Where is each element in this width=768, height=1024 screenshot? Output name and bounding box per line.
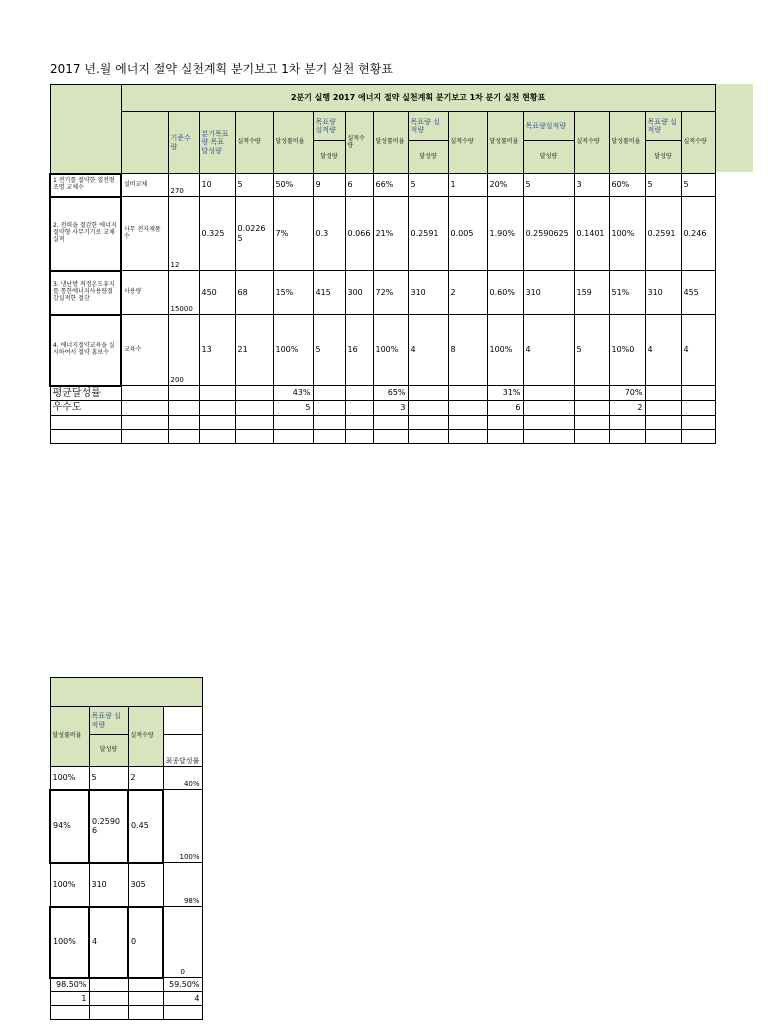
cell: 1 xyxy=(448,174,487,197)
t2-cell: 4 xyxy=(89,907,128,978)
document-title: 2017 년.월 에너지 절약 실천계획 분기보고 1차 분기 실천 현황표 xyxy=(50,62,393,76)
header-banner: 2분기 실행 2017 에너지 절약 실천계획 분기보고 1차 분기 실천 현황표 xyxy=(121,85,715,112)
header-extension xyxy=(713,84,753,172)
col-target-header: 분기목표량 목표 달성량 xyxy=(199,112,235,174)
cell: 100% xyxy=(373,315,408,386)
cell: 0.2591 xyxy=(645,197,681,271)
cell: 72% xyxy=(373,271,408,315)
summary-avg-q2: 65% xyxy=(373,386,408,401)
cell: 3 xyxy=(574,174,609,197)
summary-avg-label: 평균달성률 xyxy=(50,386,121,401)
cell: 0.3 xyxy=(313,197,345,271)
cell: 5 xyxy=(313,315,345,386)
col-g2-sub-header: 달성량 xyxy=(408,141,448,174)
cell: 0.02265 xyxy=(235,197,273,271)
cell: 1.90% xyxy=(487,197,523,271)
cell: 100% xyxy=(609,197,645,271)
t2-rank-row xyxy=(50,992,202,1006)
table-row xyxy=(50,863,202,907)
cell: 2 xyxy=(448,271,487,315)
secondary-table xyxy=(49,677,203,1020)
cell: 0.325 xyxy=(199,197,235,271)
t2-cell: 100% xyxy=(50,863,89,907)
cell: 15% xyxy=(273,271,313,315)
col-q3-actual-header: 실적수량 xyxy=(448,112,487,174)
cell: 10 xyxy=(199,174,235,197)
summary-avg-q3: 31% xyxy=(487,386,523,401)
row-item: 3. 냉난방 적정온도유지를 통한에너지사용량절감실적한 절감 xyxy=(50,271,121,315)
cell: 16 xyxy=(345,315,373,386)
cell: 5 xyxy=(235,174,273,197)
t2-top-header: 목표량 실적량 xyxy=(89,707,128,735)
t2-cell: 100% xyxy=(50,907,89,978)
table-row xyxy=(50,907,202,978)
cell: 9 xyxy=(313,174,345,197)
empty-row xyxy=(50,1006,202,1020)
cell: 20% xyxy=(487,174,523,197)
cell: 0.60% xyxy=(487,271,523,315)
cell: 310 xyxy=(645,271,681,315)
cell: 159 xyxy=(574,271,609,315)
table-row xyxy=(50,315,715,386)
main-table xyxy=(49,84,716,444)
cell: 5 xyxy=(408,174,448,197)
summary-rank-q2: 3 xyxy=(373,401,408,416)
col-q3-rate-header: 달성률비율 xyxy=(487,112,523,174)
col-g1-top-header: 목표량 실적량 xyxy=(313,112,345,141)
row-unit: 설비교체 xyxy=(121,174,168,197)
t2-sub-header: 달성량 xyxy=(89,735,128,767)
row-unit: 교육수 xyxy=(121,315,168,386)
t2-cell: 0.25906 xyxy=(89,790,128,863)
row-item: 4. 에너지절약교육을 실시하여서 절약 홍보수 xyxy=(50,315,121,386)
cell: 4 xyxy=(681,315,715,386)
table-row xyxy=(50,174,715,197)
summary-rank-q3: 6 xyxy=(487,401,523,416)
cell: 10%0 xyxy=(609,315,645,386)
row-base: 12 xyxy=(168,197,199,271)
cell: 0.1401 xyxy=(574,197,609,271)
t2-avg-d: 59.50% xyxy=(163,978,202,992)
summary-rank-label: 우수도 xyxy=(50,401,121,416)
summary-rank-q1: 5 xyxy=(273,401,313,416)
cell: 0.005 xyxy=(448,197,487,271)
t2-rank-d: 4 xyxy=(163,992,202,1006)
summary-avg-row xyxy=(50,386,715,401)
cell: 21% xyxy=(373,197,408,271)
col-g3-sub-header: 달성량 xyxy=(523,141,574,174)
cell: 50% xyxy=(273,174,313,197)
col-unit-header xyxy=(121,112,168,174)
cell: 5 xyxy=(574,315,609,386)
row-base: 200 xyxy=(168,315,199,386)
table-row xyxy=(50,197,715,271)
cell: 5 xyxy=(645,174,681,197)
t2-cell: 305 xyxy=(128,863,163,907)
t2-actual-header: 실적수량 xyxy=(128,707,163,767)
t2-cell: 100% xyxy=(50,767,89,790)
cell: 100% xyxy=(273,315,313,386)
row-base: 15000 xyxy=(168,271,199,315)
cell: 310 xyxy=(523,271,574,315)
t2-cell: 0 xyxy=(163,907,202,978)
t2-cell: 100% xyxy=(163,790,202,863)
header-blank xyxy=(50,85,121,174)
col-q4-rate-header: 달성률비율 xyxy=(609,112,645,174)
cell: 4 xyxy=(645,315,681,386)
t2-blank-header xyxy=(163,707,202,735)
t2-header-banner xyxy=(50,678,202,707)
cell: 21 xyxy=(235,315,273,386)
col-q2-rate-header: 달성률비율 xyxy=(373,112,408,174)
cell: 300 xyxy=(345,271,373,315)
t2-cell: 0.45 xyxy=(128,790,163,863)
col-base-header: 기준수량 xyxy=(168,112,199,174)
cell: 6 xyxy=(345,174,373,197)
table-row xyxy=(50,271,715,315)
cell: 8 xyxy=(448,315,487,386)
row-unit: 사무 전자제품수 xyxy=(121,197,168,271)
col-g4-sub-header: 달성량 xyxy=(645,141,681,174)
row-base: 270 xyxy=(168,174,199,197)
cell: 60% xyxy=(609,174,645,197)
t2-avg-row xyxy=(50,978,202,992)
cell: 100% xyxy=(487,315,523,386)
summary-rank-row xyxy=(50,401,715,416)
cell: 0.2590625 xyxy=(523,197,574,271)
summary-rank-q4: 2 xyxy=(609,401,645,416)
cell: 7% xyxy=(273,197,313,271)
col-q5-actual-header: 실적수량 xyxy=(681,112,715,174)
row-unit: 사용량 xyxy=(121,271,168,315)
t2-cell: 310 xyxy=(89,863,128,907)
cell: 66% xyxy=(373,174,408,197)
col-q4-actual-header: 실적수량 xyxy=(574,112,609,174)
cell: 310 xyxy=(408,271,448,315)
t2-cell: 2 xyxy=(128,767,163,790)
t2-final-header: 최종달성률 xyxy=(163,735,202,767)
col-rate-header: 달성률비율 xyxy=(273,112,313,174)
t2-cell: 40% xyxy=(163,767,202,790)
col-g2-top-header: 목표량 실적량 xyxy=(408,112,448,141)
table-row xyxy=(50,790,202,863)
col-actual-header: 실적수량 xyxy=(235,112,273,174)
cell: 450 xyxy=(199,271,235,315)
cell: 51% xyxy=(609,271,645,315)
t2-cell: 94% xyxy=(50,790,89,863)
t2-rate-header: 달성률비율 xyxy=(50,707,89,767)
table-row xyxy=(50,767,202,790)
cell: 415 xyxy=(313,271,345,315)
cell: 0.2591 xyxy=(408,197,448,271)
col-g1-sub-header: 달성량 xyxy=(313,141,345,174)
summary-avg-q4: 70% xyxy=(609,386,645,401)
cell: 4 xyxy=(523,315,574,386)
col-q2-actual-header: 실적수량 xyxy=(345,112,373,174)
empty-row xyxy=(50,429,715,443)
col-g4-top-header: 목표량 실적량 xyxy=(645,112,681,141)
row-item: 1 전기를 절약한 절전형조명 교체수 xyxy=(50,174,121,197)
cell: 0.246 xyxy=(681,197,715,271)
t2-cell: 0 xyxy=(128,907,163,978)
cell: 68 xyxy=(235,271,273,315)
cell: 5 xyxy=(523,174,574,197)
col-g3-top-header: 목표량실적량 xyxy=(523,112,574,141)
t2-cell: 98% xyxy=(163,863,202,907)
cell: 0.066 xyxy=(345,197,373,271)
cell: 4 xyxy=(408,315,448,386)
row-item: 2. 전력을 절감한 에너지절약형 사무기기로 교체실적 xyxy=(50,197,121,271)
cell: 13 xyxy=(199,315,235,386)
t2-cell: 5 xyxy=(89,767,128,790)
cell: 455 xyxy=(681,271,715,315)
t2-rank-a: 1 xyxy=(50,992,89,1006)
empty-row xyxy=(50,415,715,429)
cell: 5 xyxy=(681,174,715,197)
t2-avg-a: 98.50% xyxy=(50,978,89,992)
summary-avg-q1: 43% xyxy=(273,386,313,401)
